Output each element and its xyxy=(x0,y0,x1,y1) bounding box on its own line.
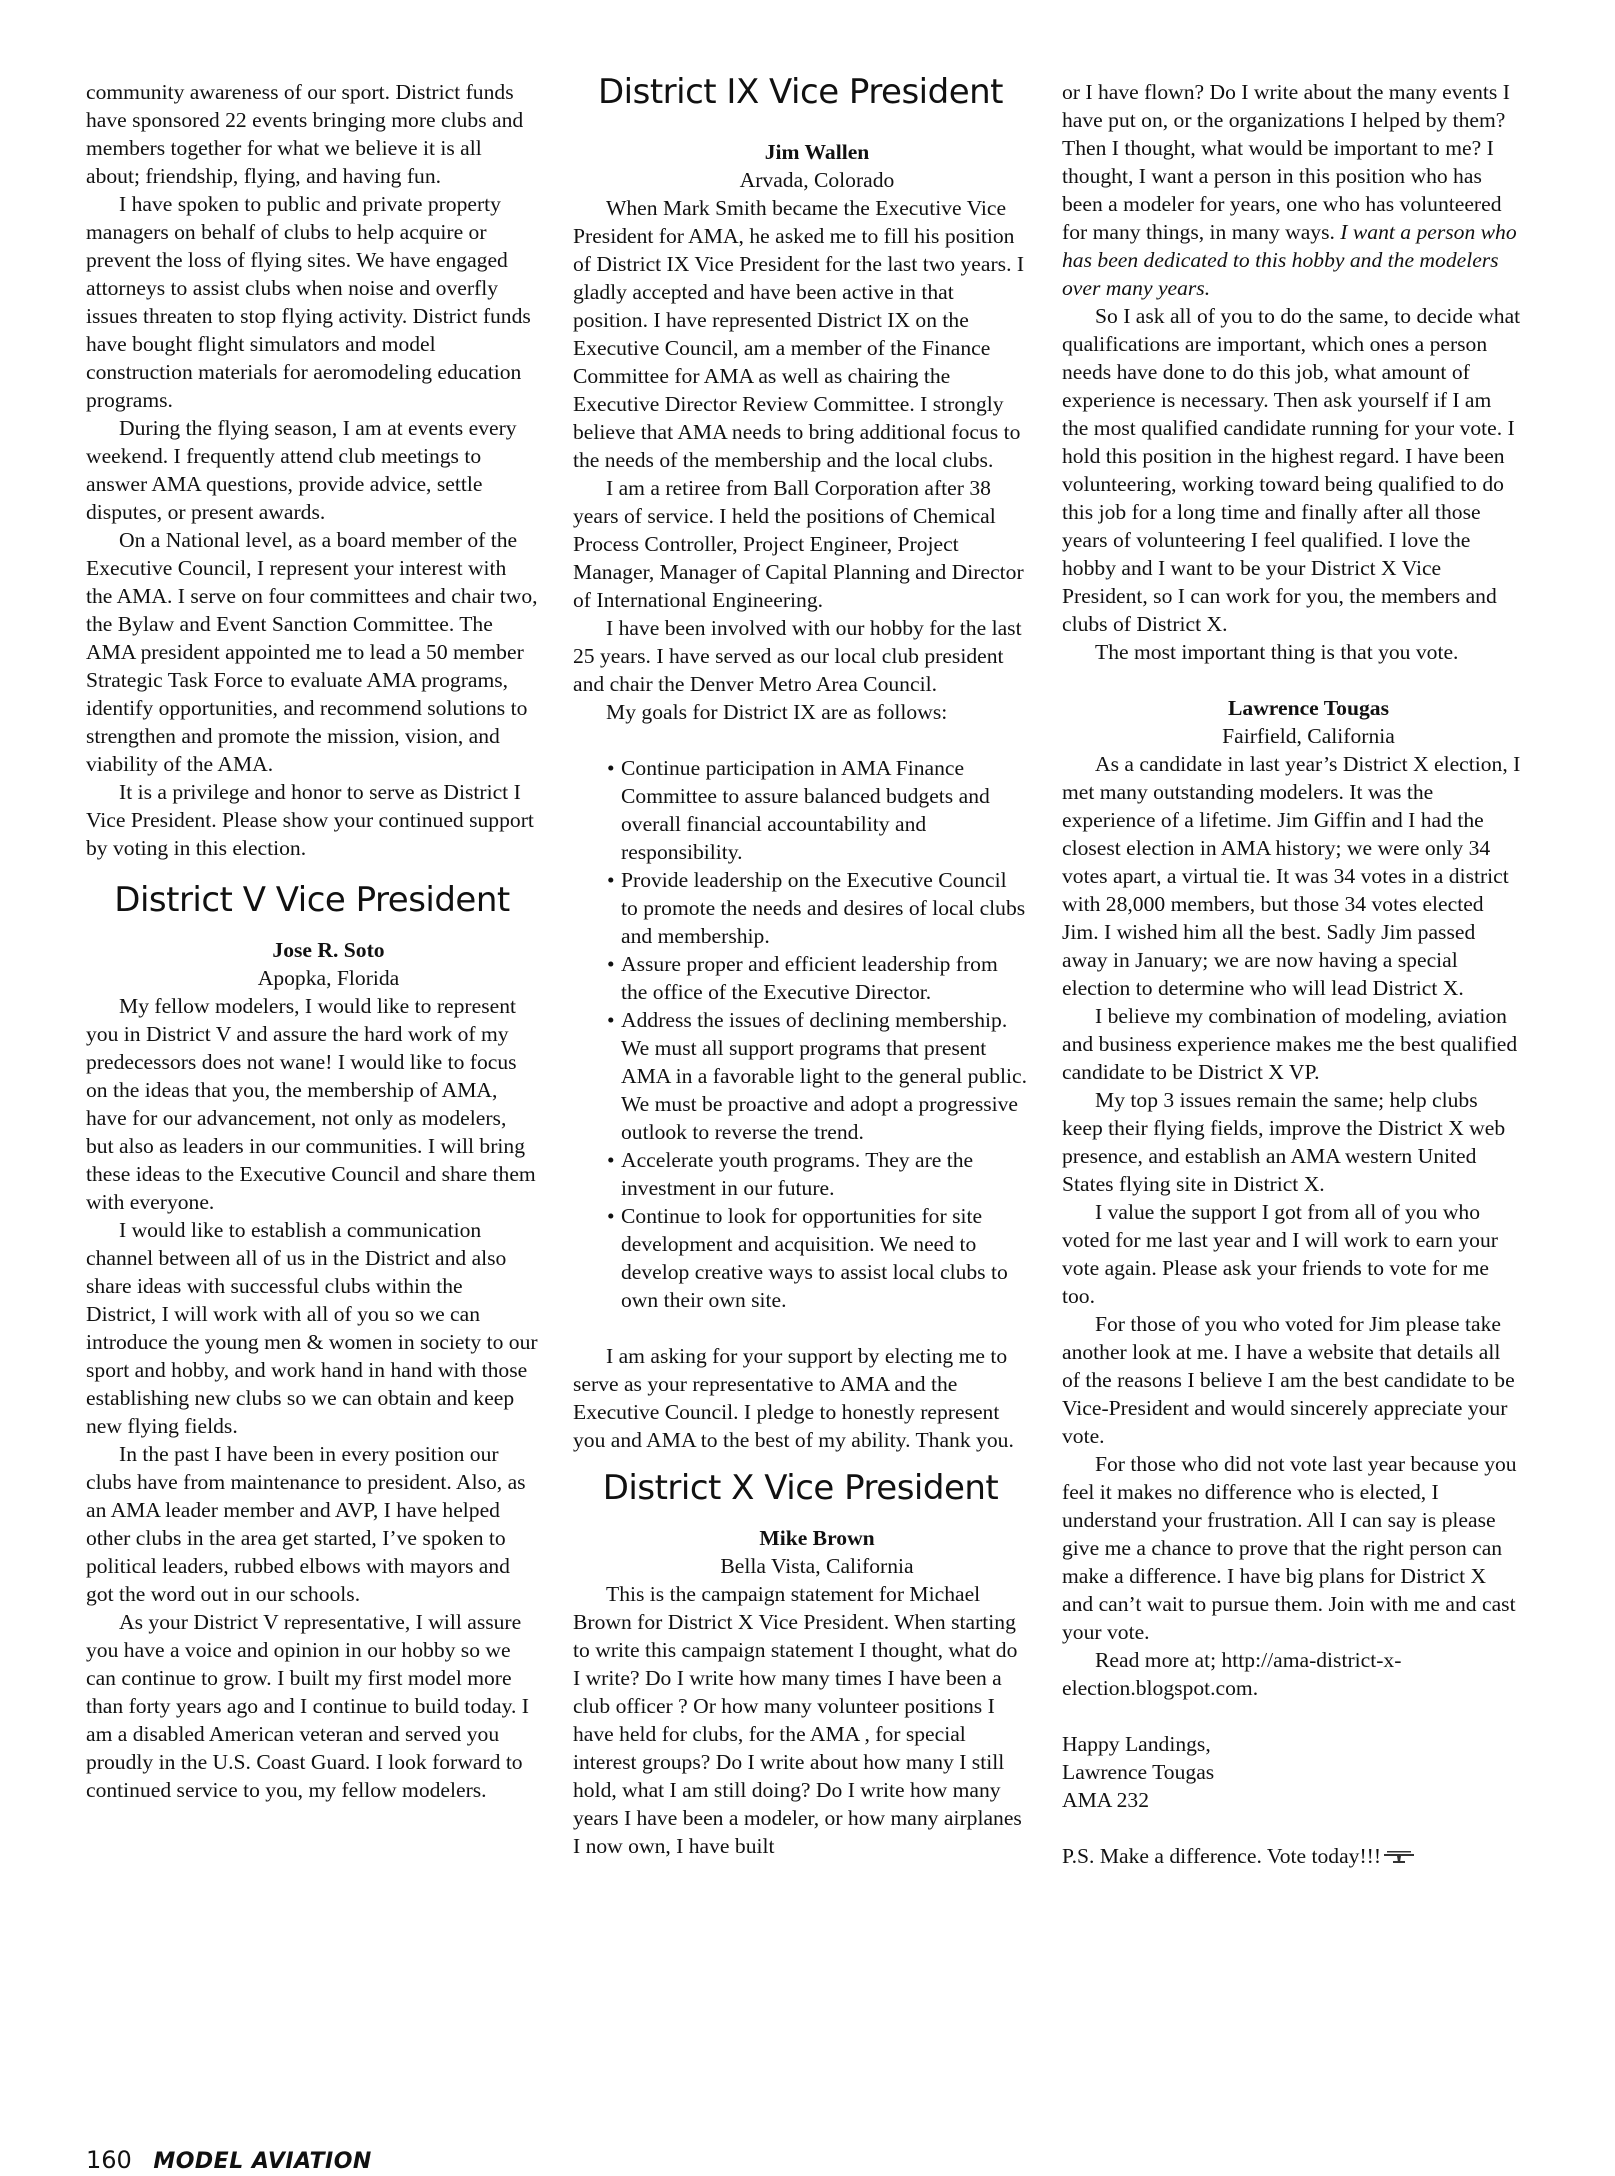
signoff-line: Lawrence Tougas xyxy=(1062,1760,1215,1784)
body-paragraph: It is a privilege and honor to serve as District I Vice President. Please show your continued support by voting in this election. xyxy=(86,780,534,860)
body-paragraph: I value the support I got from all of you who voted for me last year and I will work to earn your vote again. Please ask your friends to vote for me too. xyxy=(1062,1200,1498,1308)
candidate-location-wallen: Arvada, Colorado xyxy=(739,168,895,192)
goals-list xyxy=(573,754,1028,1314)
candidate-name-wallen: Jim Wallen xyxy=(764,140,870,164)
column-3 xyxy=(1062,78,1522,1872)
brown-continued-text: or I have flown? Do I write about the many events I have put on, or the organizations I helped by them? Then I thought, what would be important to me? I thought, I want a person in this position who has been a modeler for years, one who has volunteered for many things, in many ways. xyxy=(1062,80,1510,244)
brown-italic-text: I want a person who has been dedicated to this hobby and the modelers over many years. xyxy=(1062,220,1517,300)
body-paragraph xyxy=(1062,78,1522,302)
list-item: • Provide leadership on the Executive Council to promote the needs and desires of local clubs and membership. xyxy=(607,866,1028,950)
postscript-text: P.S. Make a difference. Vote today!!! xyxy=(1062,1844,1382,1868)
body-paragraph: The most important thing is that you vote. xyxy=(1095,640,1459,664)
body-paragraph: For those who did not vote last year because you feel it makes no difference who is elected, I understand your frustration. All I can say is please give me a chance to prove that the right person can make a difference. I have big plans for District X and can’t wait to pursue them. Join with me and cast your vote. xyxy=(1062,1452,1517,1644)
district-v-heading: District V Vice President xyxy=(114,880,510,920)
body-paragraph: So I ask all of you to do the same, to decide what qualifications are important, which ones a person needs have done to do this job, what amount of experience is necessary. Then ask yourself if I am the most qualified candidate running for your vote. I hold this position in the highest regard. I have been volunteering, working toward being qualified to do this job for a long time and finally after all those years of volunteering I feel qualified. I love the hobby and I want to be your District X Vice President, so I can work for you, the members and clubs of District X. xyxy=(1062,304,1521,636)
list-item: • Assure proper and efficient leadership from the office of the Executive Director. xyxy=(607,950,1028,1006)
body-paragraph: In the past I have been in every position our clubs have from maintenance to president. Also, as an AMA leader member and AVP, I have helped other clubs in the area get started, I’ve spoken to political leaders, rubbed elbows with mayors and got the word out in our schools. xyxy=(86,1442,526,1606)
page-number: 160 xyxy=(86,2146,132,2174)
candidate-location-soto: Apopka, Florida xyxy=(257,966,400,990)
body-paragraph: I would like to establish a communication channel between all of us in the District and also share ideas with successful clubs within the District, I will work with all of you so we can introduce the young men & women in society to our sport and hobby, and work hand in hand with those establishing new clubs so we can obtain and keep new flying fields. xyxy=(86,1218,538,1438)
candidate-location-brown: Bella Vista, California xyxy=(720,1554,914,1578)
list-item: • Accelerate youth programs. They are the investment in our future. xyxy=(607,1146,1028,1202)
district-ix-heading: District IX Vice President xyxy=(597,72,1004,112)
body-paragraph: When Mark Smith became the Executive Vice President for AMA, he asked me to fill his position of District IX Vice President for the last two years. I gladly accepted and have been active in that position. I have represented District IX on the Executive Council, am a member of the Finance Committee for AMA as well as chairing the Executive Director Review Committee. I strongly believe that AMA needs to bring additional focus to the needs of the membership and the local clubs. xyxy=(573,196,1025,472)
body-paragraph: My goals for District IX are as follows: xyxy=(606,700,948,724)
body-paragraph: On a National level, as a board member of the Executive Council, I represent your interest with the AMA. I serve on four committees and chair two, the Bylaw and Event Sanction Committee. The AMA president appointed me to lead a 50 member Strategic Task Force to evaluate AMA programs, identify opportunities, and recommend solutions to strengthen and promote the mission, vision, and viability of the AMA. xyxy=(86,528,538,776)
list-item: • Continue participation in AMA Finance Committee to assure balanced budgets and overall financial accountability and responsibility. xyxy=(607,754,1028,866)
page-footer xyxy=(86,2146,372,2176)
column-1 xyxy=(86,78,538,1804)
body-paragraph: I believe my combination of modeling, aviation and business experience makes me the best qualified candidate to be District X VP. xyxy=(1062,1004,1518,1084)
body-paragraph: My fellow modelers, I would like to represent you in District V and assure the hard work of my predecessors does not wane! I would like to focus on the ideas that you, the membership of AMA, have for our advancement, not only as modelers, but also as leaders in our communities. I will bring these ideas to the Executive Council and share them with everyone. xyxy=(86,994,536,1214)
signoff-line: AMA 232 xyxy=(1062,1788,1149,1812)
body-paragraph: I have spoken to public and private property managers on behalf of clubs to help acquire or prevent the loss of flying sites. We have engaged attorneys to assist clubs when noise and overfly issues threaten to stop flying activity. District funds have bought flight simulators and model construction materials for aeromodeling education programs. xyxy=(86,192,531,412)
column-2 xyxy=(573,72,1028,1860)
body-paragraph: I am asking for your support by electing me to serve as your representative to AMA and the Executive Council. I pledge to honestly represent you and AMA to the best of my ability. Thank you. xyxy=(573,1344,1014,1452)
body-paragraph: As your District V representative, I will assure you have a voice and opinion in our hobby so we can continue to grow. I built my first model more than forty years ago and I continue to build today. I am a disabled American veteran and served you proudly in the U.S. Coast Guard. I look forward to continued service to you, my fellow modelers. xyxy=(86,1610,529,1802)
district-x-heading: District X Vice President xyxy=(602,1468,999,1508)
body-paragraph: I have been involved with our hobby for the last 25 years. I have served as our local club president and chair the Denver Metro Area Council. xyxy=(573,616,1022,696)
body-paragraph: During the flying season, I am at events every weekend. I frequently attend club meetings to answer AMA questions, provide advice, settle disputes, or present awards. xyxy=(86,416,517,524)
postscript xyxy=(1062,1842,1522,1872)
candidate-name-brown: Mike Brown xyxy=(759,1526,875,1550)
body-paragraph: My top 3 issues remain the same; help clubs keep their flying fields, improve the District X web presence, and establish an AMA western United States flying site in District X. xyxy=(1062,1088,1506,1196)
body-paragraph: I am a retiree from Ball Corporation after 38 years of service. I held the positions of Chemical Process Controller, Project Engineer, Project Manager, Manager of Capital Planning and Director of International Engineering. xyxy=(573,476,1024,612)
body-paragraph: For those of you who voted for Jim please take another look at me. I have a website that details all of the reasons I believe I am the best candidate to be Vice-President and would sincerely appreciate your vote. xyxy=(1062,1312,1515,1448)
magazine-name: MODEL AVIATION xyxy=(153,2149,372,2174)
list-item: • Continue to look for opportunities for site development and acquisition. We need to develop creative ways to assist local clubs to own their own site. xyxy=(607,1202,1028,1314)
body-paragraph: community awareness of our sport. District funds have sponsored 22 events bringing more clubs and members together for what we believe it is all about; friendship, flying, and having fun. xyxy=(86,80,524,188)
body-paragraph: Read more at; http://ama-district-x-election.blogspot.com. xyxy=(1062,1648,1402,1700)
body-paragraph: This is the campaign statement for Michael Brown for District X Vice President. When starting to write this campaign statement I thought, what do I write? Do I write how many times I have been a club officer ? Or how many volunteer positions I have held for clubs, for the AMA , for special interest groups? Do I write about how many I still hold, what I am still doing? Do I write how many years I have been a modeler, or how many airplanes I now own, I have built xyxy=(573,1582,1022,1858)
airplane-end-mark-icon xyxy=(1383,1844,1415,1872)
candidate-location-tougas: Fairfield, California xyxy=(1222,724,1395,748)
candidate-name-soto: Jose R. Soto xyxy=(272,938,385,962)
body-paragraph: As a candidate in last year’s District X election, I met many outstanding modelers. It was the experience of a lifetime. Jim Giffin and I had the closest election in AMA history; we were only 34 votes apart, a virtual tie. It was 34 votes in a district with 28,000 members, but those 34 votes elected Jim. I wished him all the best. Sadly Jim passed away in January; we are now having a special election to determine who will lead District X. xyxy=(1062,752,1521,1000)
candidate-name-tougas: Lawrence Tougas xyxy=(1228,696,1389,720)
list-item: • Address the issues of declining membership. We must all support programs that present AMA in a favorable light to the general public. We must be proactive and adopt a progressive outlook to reverse the trend. xyxy=(607,1006,1028,1146)
signoff-line: Happy Landings, xyxy=(1062,1732,1211,1756)
